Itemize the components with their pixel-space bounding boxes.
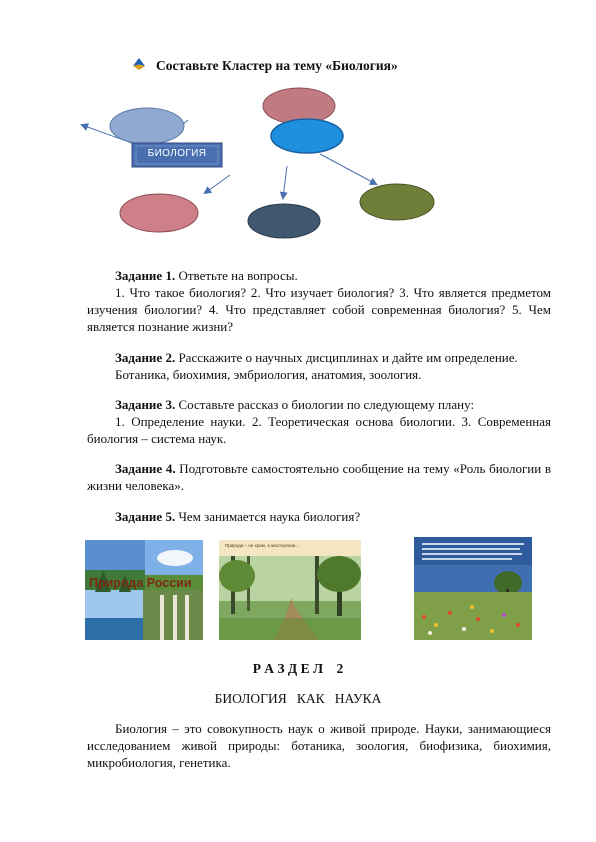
task-3	[87, 396, 551, 447]
cluster-diagram	[70, 80, 450, 245]
task-4-text: Подготовьте самостоятельно сообщение на тему «Роль биологии в жизни человека».	[87, 461, 552, 493]
task-3-text: Составьте рассказ о биологии по следующему плану:	[178, 397, 475, 412]
task-5-title: Задание 5.	[115, 509, 176, 524]
task-5	[87, 508, 551, 525]
node-bottom-center	[248, 204, 320, 238]
task-3-body: 1. Определение науки. 2. Теоретическая основа биологии. 3. Современная биология – система наук.	[87, 414, 551, 446]
forest-quote: Природа – не храм, а мастерская...	[225, 543, 299, 548]
task-4	[87, 460, 551, 494]
task-2-body: Ботаника, биохимия, эмбриология, анатомия, зоология.	[115, 367, 422, 382]
meadow-flowers-photo	[414, 537, 532, 640]
node-top	[263, 88, 335, 124]
node-bottom-right	[360, 184, 434, 220]
node-bottom-left	[120, 194, 198, 232]
task-2	[87, 349, 551, 383]
node-center	[271, 119, 343, 153]
section-title: БИОЛОГИЯ КАК НАУКА	[214, 691, 382, 706]
task-1-title: Задание 1.	[115, 268, 176, 283]
node-left	[110, 108, 184, 144]
closing-paragraph: Биология – это совокупность наук о живой природе. Науки, занимающиеся исследованием живой природы: ботаника, зоология, биофизика, биохимия, микробиология, генетика.	[87, 721, 551, 770]
collage-caption: Природа России	[89, 576, 192, 590]
arrow-bottom-left	[205, 175, 230, 193]
heading-text: Составьте Кластер на тему «Биология»	[156, 58, 398, 73]
forest-road-photo	[219, 540, 361, 640]
task-2-text: Расскажите о научных дисциплинах и дайте им определение.	[178, 350, 518, 365]
task-1-text: Ответьте на вопросы.	[178, 268, 298, 283]
task-5-text: Чем занимается наука биология?	[178, 509, 361, 524]
section-label: Р А З Д Е Л 2	[252, 661, 344, 676]
task-2-title: Задание 2.	[115, 350, 176, 365]
task-4-title: Задание 4.	[115, 461, 176, 476]
nature-russia-collage	[85, 540, 203, 640]
arrow-bottom-right	[320, 154, 376, 184]
task-1	[87, 267, 551, 335]
bullet-icon	[132, 57, 146, 75]
task-heading	[132, 57, 398, 75]
task-1-body: 1. Что такое биология? 2. Что изучает биология? 3. Что является предметом изучения биологии? 4. Что представляет собой современная биология? 5. Чем является познание жизни?	[87, 285, 551, 334]
task-3-title: Задание 3.	[115, 397, 176, 412]
arrow-bottom-center	[283, 166, 287, 198]
center-label: БИОЛОГИЯ	[147, 148, 207, 159]
